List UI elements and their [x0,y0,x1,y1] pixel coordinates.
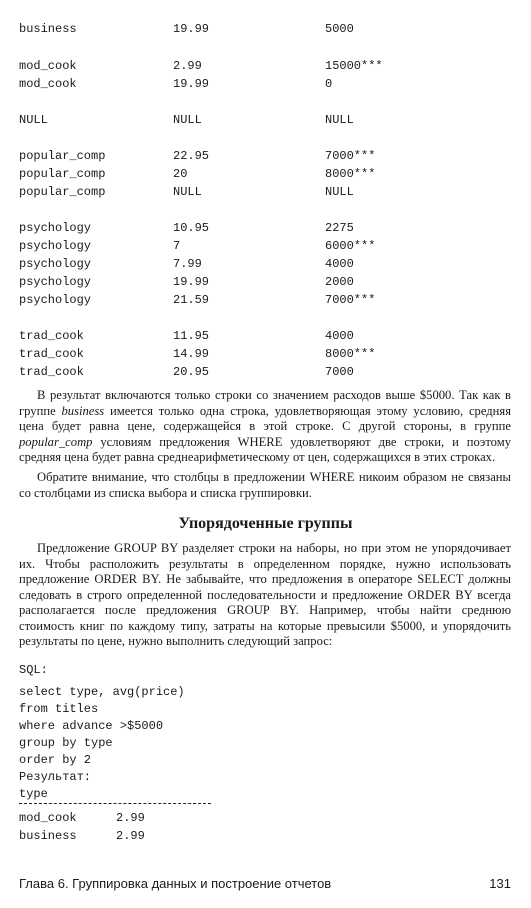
paragraph-note: Обратите внимание, что столбцы в предложении WHERE никоим образом не связаны со столбцами из списка выбора и списка группировки. [19,470,511,500]
result-label: Результат: [19,770,92,784]
sql-label: SQL: [19,663,48,677]
sql-line: order by 2 [19,753,92,767]
sql-line: from titles [19,702,99,716]
page-footer [19,876,511,891]
section-heading: Упорядоченные группы [178,515,353,532]
sql-line: where advance >$5000 [19,719,164,733]
result-header: type [19,787,48,801]
paragraph-ordered-groups: Предложение GROUP BY разделяет строки на наборы, но при этом не упорядочивает их. Чтобы расположить результаты в определенном порядке, нужно использовать предложение ORDER BY. Не забывайте, что предложения в операторе SELECT должны следовать в строго определенной последовательности и предложение ORDER BY всегда располагается после предложения GROUP BY. Например, чтобы найти среднюю стоимость книг по каждому типу, затраты на которые превысили $5000, и упорядочить результаты по цене, нужно выполнить следующий запрос: [19,541,511,648]
paragraph-result-explanation: В результат включаются только строки со значением расходов выше $5000. Так как в группе business имеется только одна строка, удовлетворяющая этому условию, средняя цена будет равна цене, содержащейся в этой строке. С другой стороны, в группе popular_comp условиям предложения WHERE удовлетворяют две строки, и поэтому средняя цена будет равна среднеарифметическому от цен, содержащихся в этих строках. [19,388,511,464]
header-divider [19,803,211,804]
sql-line: group by type [19,736,113,750]
chapter-title: Глава 6. Группировка данных и построение отчетов [19,876,332,891]
page-number: 131 [489,876,511,891]
sql-line: select type, avg(price) [19,685,185,699]
